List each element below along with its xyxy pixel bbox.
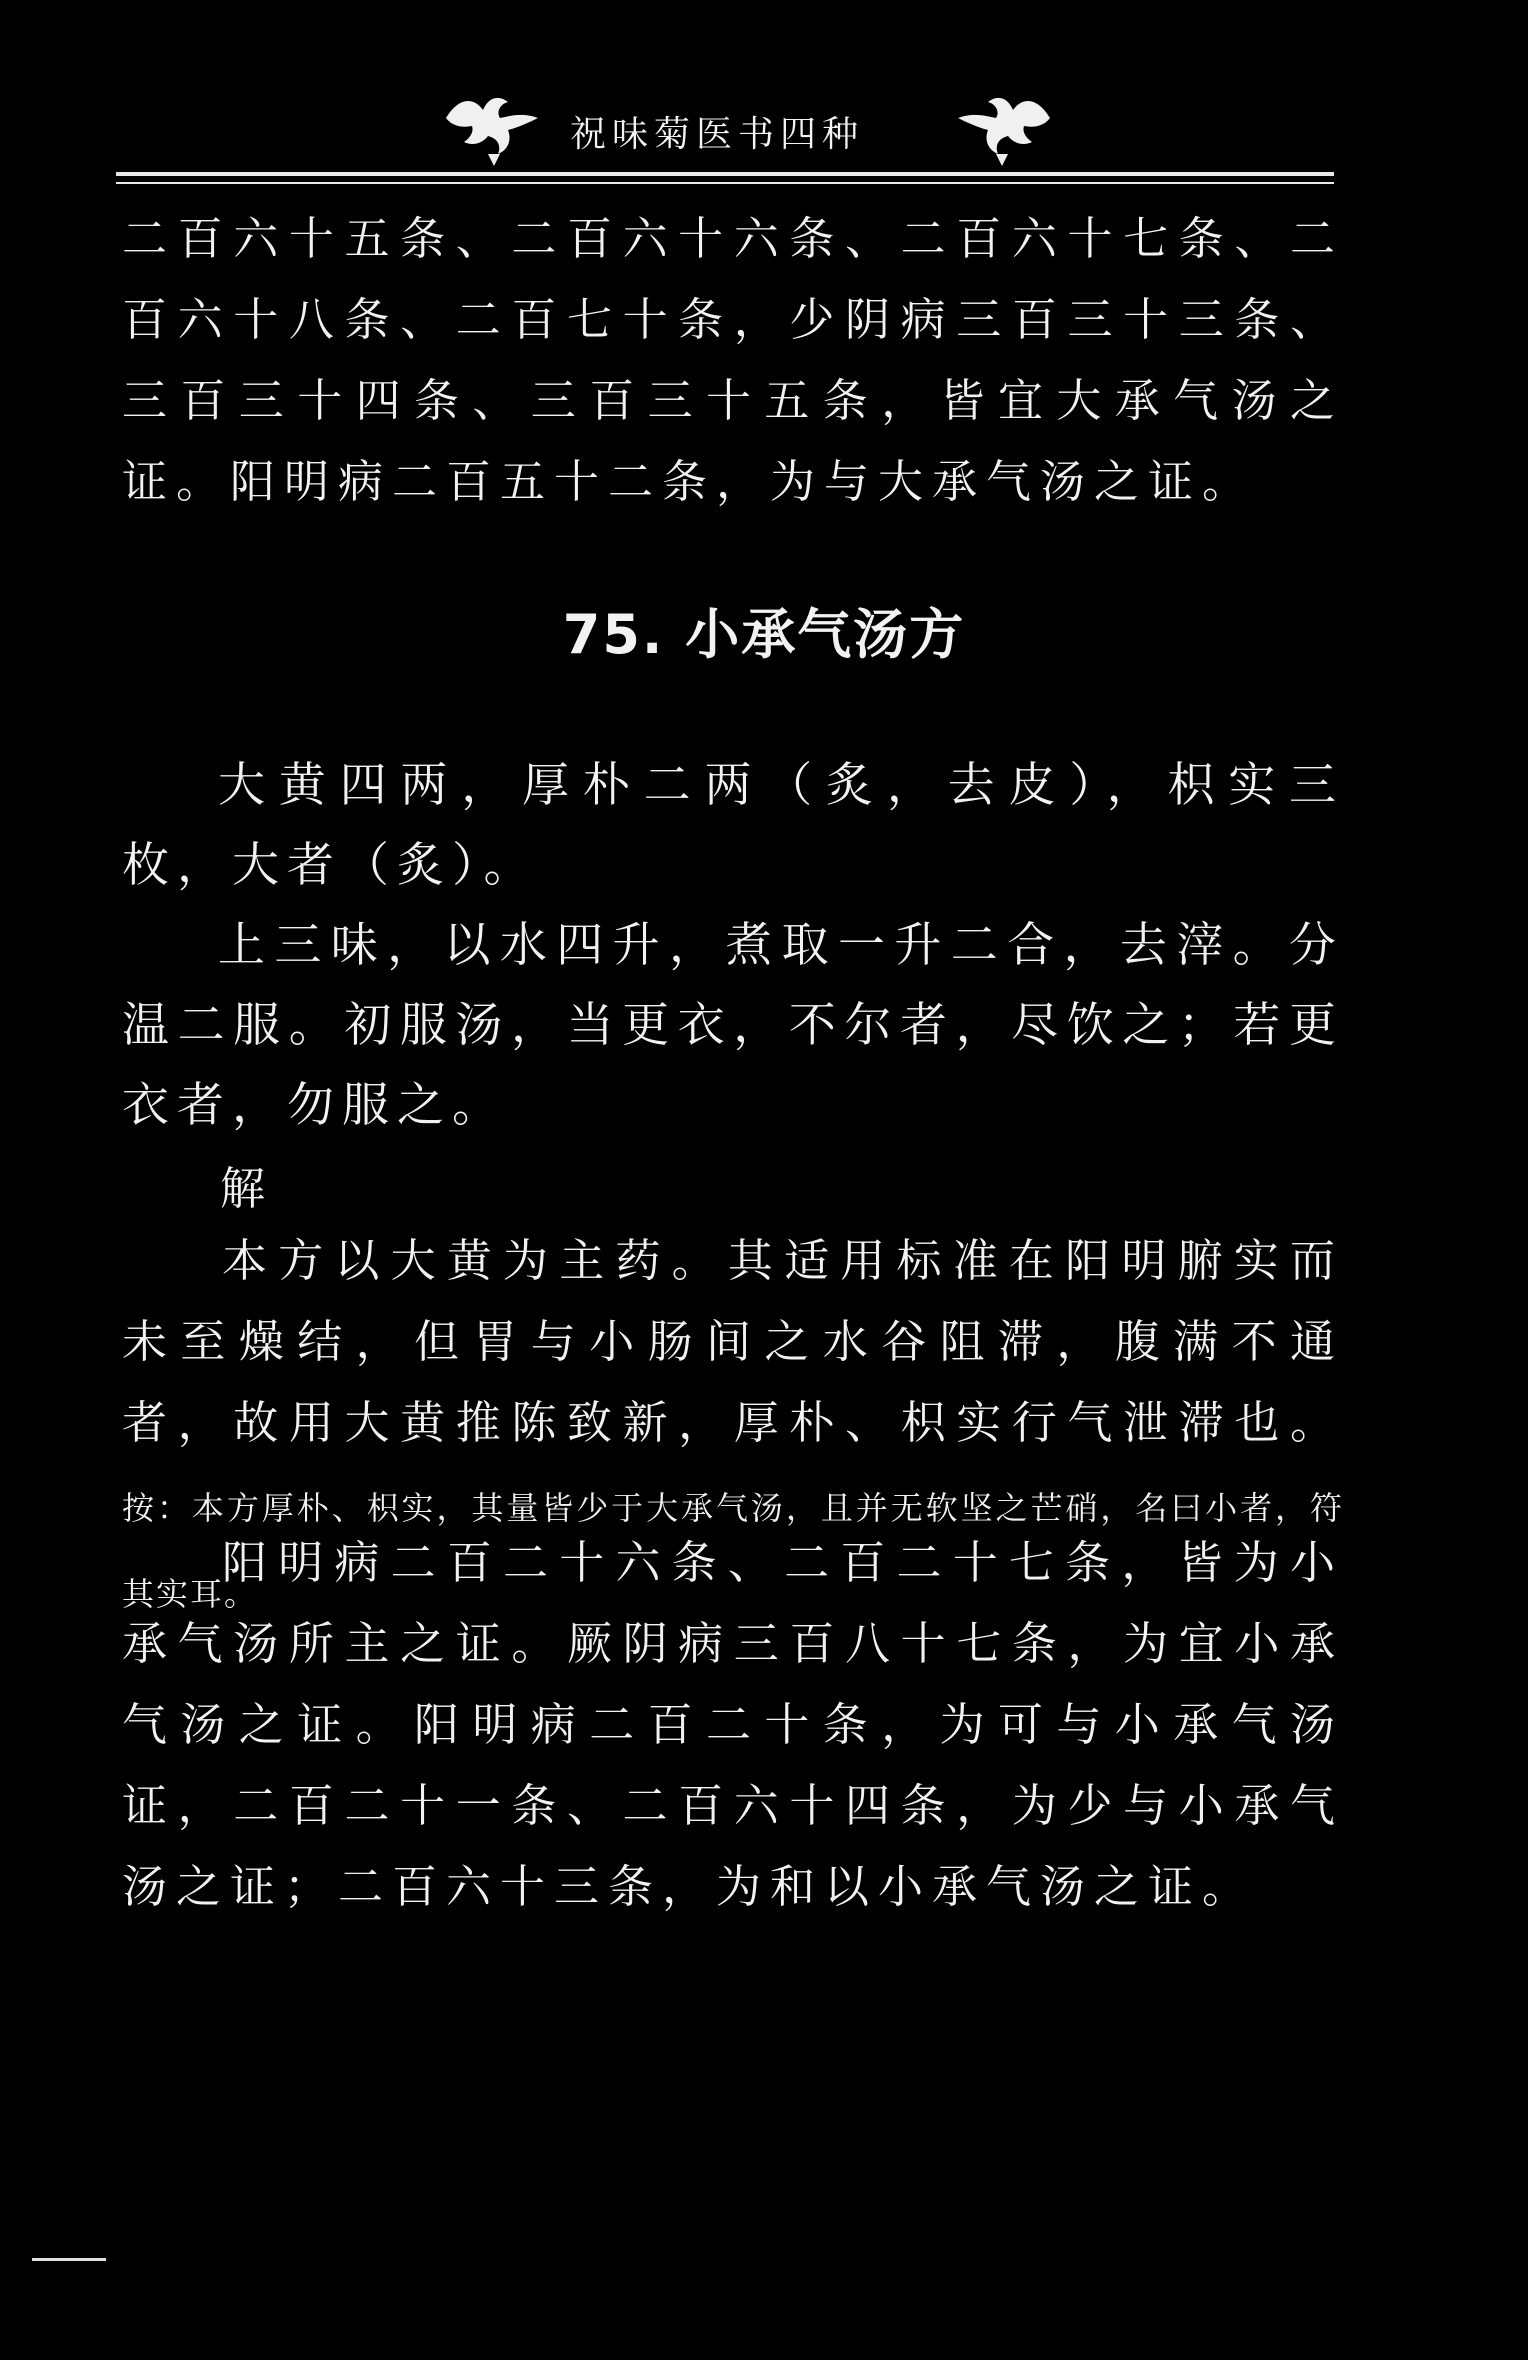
bird-ornament-icon	[948, 88, 1058, 168]
header-rule-thin	[116, 182, 1334, 184]
running-header	[0, 80, 1528, 170]
section-title: 75. 小承气汤方	[562, 603, 966, 666]
book-title: 祝味菊医书四种	[570, 114, 865, 155]
explanation-note: 按：本方厚朴、枳实，其量皆少于大承气汤，且并无软坚之芒硝，名曰小者，符其实耳。	[122, 1489, 1344, 1613]
footer-mark	[32, 2258, 106, 2261]
explanation-main: 本方以大黄为主药。其适用标准在阳明腑实而未至燥结，但胃与小肠间之水谷阻滞，腹满不通者，故用大黄推陈致新，厚朴、枳实行气泄滞也。	[122, 1234, 1344, 1449]
header-rule-thick	[116, 172, 1334, 176]
method-paragraph: 上三味，以水四升，煮取一升二合，去滓。分温二服。初服汤，当更衣，不尔者，尽饮之；若更衣者，勿服之。	[122, 920, 1344, 1132]
references-paragraph: 阳明病二百二十六条、二百二十七条，皆为小承气汤所主之证。厥阴病三百八十七条，为宜小承气汤之证。阳明病二百二十条，为可与小承气汤证，二百二十一条、二百六十四条，为少与小承气汤之证；二百六十三条，为和以小承气汤之证。	[122, 1536, 1344, 1913]
explanation-heading: 解	[220, 1164, 266, 1214]
formula-paragraph: 大黄四两，厚朴二两（炙，去皮），枳实三枚，大者（炙）。	[122, 760, 1344, 892]
intro-paragraph: 二百六十五条、二百六十六条、二百六十七条、二百六十八条、二百七十条，少阴病三百三十三条、三百三十四条、三百三十五条，皆宜大承气汤之证。阳明病二百五十二条，为与大承气汤之证。	[122, 212, 1344, 508]
bird-ornament-icon	[438, 88, 548, 168]
